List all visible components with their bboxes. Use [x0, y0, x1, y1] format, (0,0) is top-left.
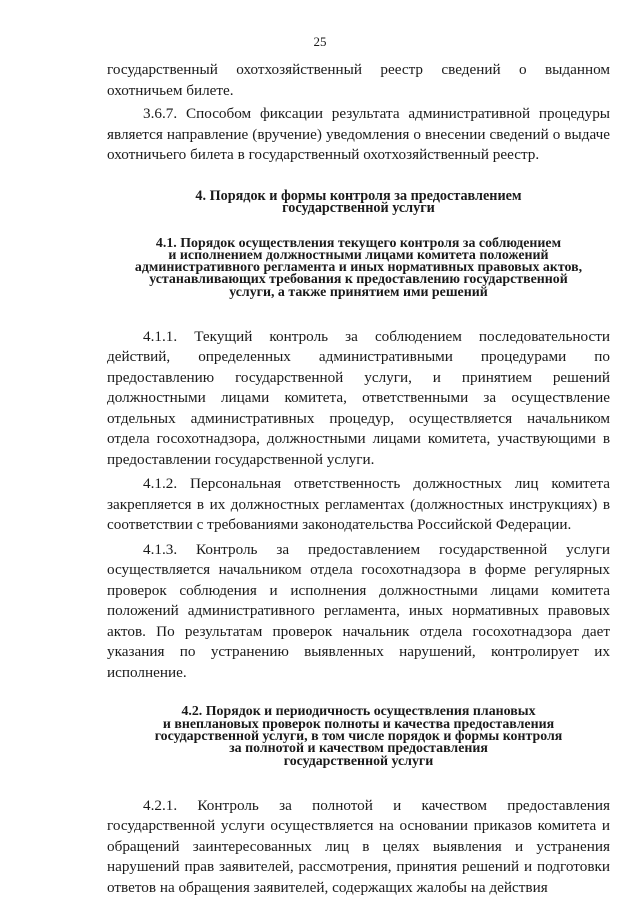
- page-content: [107, 58, 610, 898]
- subsection-heading-4-2: [107, 706, 610, 767]
- heading-line: и внеплановых проверок полноты и качества предоставления: [162, 716, 555, 732]
- paragraph-4-1-2: 4.1.2. Персональная ответственность должностных лиц комитета закрепляется в их должностных регламентах (должностных инструкциях) в соответствии с требованиями законодательства Российской Федерации.: [107, 475, 610, 534]
- paragraph-continuation: государственный охотхозяйственный реестр сведений о выданном охотничьем билете.: [107, 61, 610, 99]
- heading-line: 4. Порядок и формы контроля за предоставлением: [195, 187, 522, 204]
- heading-line: 4.2. Порядок и периодичность осуществления плановых: [181, 704, 536, 720]
- paragraph-4-1-1: 4.1.1. Текущий контроль за соблюдением последовательности действий, определенных административными процедурами по предоставлению государственной услуги, и принятием решений должностными лицами комитета, ответственными за осуществление отдельных административных процедур, осуществляется начальником отдела госохотнадзора, должностными лицами комитета, участвующими в предоставлении государственной услуги.: [107, 327, 610, 468]
- heading-line: государственной услуги, в том числе порядок и формы контроля: [154, 729, 563, 745]
- heading-line: государственной услуги: [283, 753, 434, 769]
- section-heading-4: [107, 187, 610, 216]
- subsection-heading-4-1: [107, 235, 610, 300]
- heading-line: и исполнением должностными лицами комитета положений: [168, 247, 549, 263]
- heading-line: за полнотой и качеством предоставления: [229, 741, 488, 757]
- paragraph-4-2-1: 4.2.1. Контроль за полнотой и качеством предоставления государственной услуги осуществляется на основании приказов комитета и обращений заинтересованных лиц в целях выявления и устранения нарушений прав заявителей, рассмотрения, принятия решений и подготовки ответов на обращения заявителей, содержащих жалобы на действия: [107, 796, 610, 896]
- paragraph-4-1-3: 4.1.3. Контроль за предоставлением государственной услуги осуществляется начальником отдела госохотнадзора в форме регулярных проверок соблюдения и исполнения должностными лицами комитета положений административного регламента, иных нормативных правовых актов. По результатам проверок начальник отдела госохотнадзора дает указания по устранению выявленных нарушений, контролирует их исполнение.: [107, 540, 610, 681]
- heading-line: услуги, а также принятием ими решений: [229, 284, 488, 300]
- heading-line: устанавливающих требования к предоставлению государственной: [149, 272, 568, 288]
- paragraph-3-6-7: 3.6.7. Способом фиксации результата административной процедуры является направление (вручение) уведомления о внесении сведений о выдаче охотничьего билета в государственный охотхозяйственный реестр.: [107, 105, 610, 163]
- heading-line: 4.1. Порядок осуществления текущего контроля за соблюдением: [155, 235, 562, 251]
- heading-line: государственной услуги: [282, 199, 435, 216]
- heading-line: административного регламента и иных нормативных правовых актов,: [134, 260, 583, 276]
- page-number: 25: [313, 34, 327, 49]
